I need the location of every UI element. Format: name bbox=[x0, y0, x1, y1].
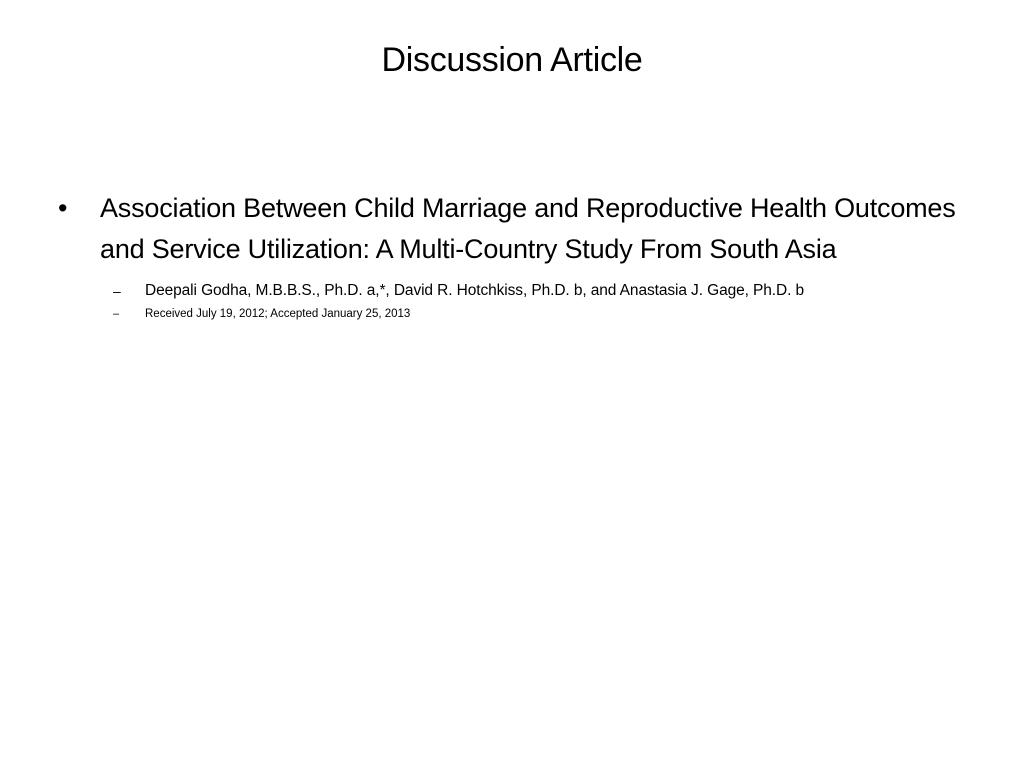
sub-bullet-authors bbox=[58, 279, 978, 303]
authors-text: Deepali Godha, M.B.B.S., Ph.D. a,*, David R. Hotchkiss, Ph.D. b, and Anastasia J. Gage, Ph.D. b bbox=[145, 282, 805, 299]
dash-icon: – bbox=[113, 308, 120, 320]
dates-text: Received July 19, 2012; Accepted January 25, 2013 bbox=[145, 308, 411, 320]
slide-title: Discussion Article bbox=[381, 41, 643, 79]
article-title-text: Association Between Child Marriage and Reproductive Health Outcomes and Service Utilization: A Multi-Country Study From South Asia bbox=[100, 193, 956, 264]
sub-bullet-dates bbox=[58, 303, 978, 325]
dash-icon: – bbox=[113, 283, 121, 299]
bullet-dot-icon: • bbox=[58, 193, 68, 223]
bullet-article-title bbox=[58, 188, 978, 269]
sub-bullet-list bbox=[58, 279, 978, 325]
slide-body bbox=[58, 188, 978, 325]
